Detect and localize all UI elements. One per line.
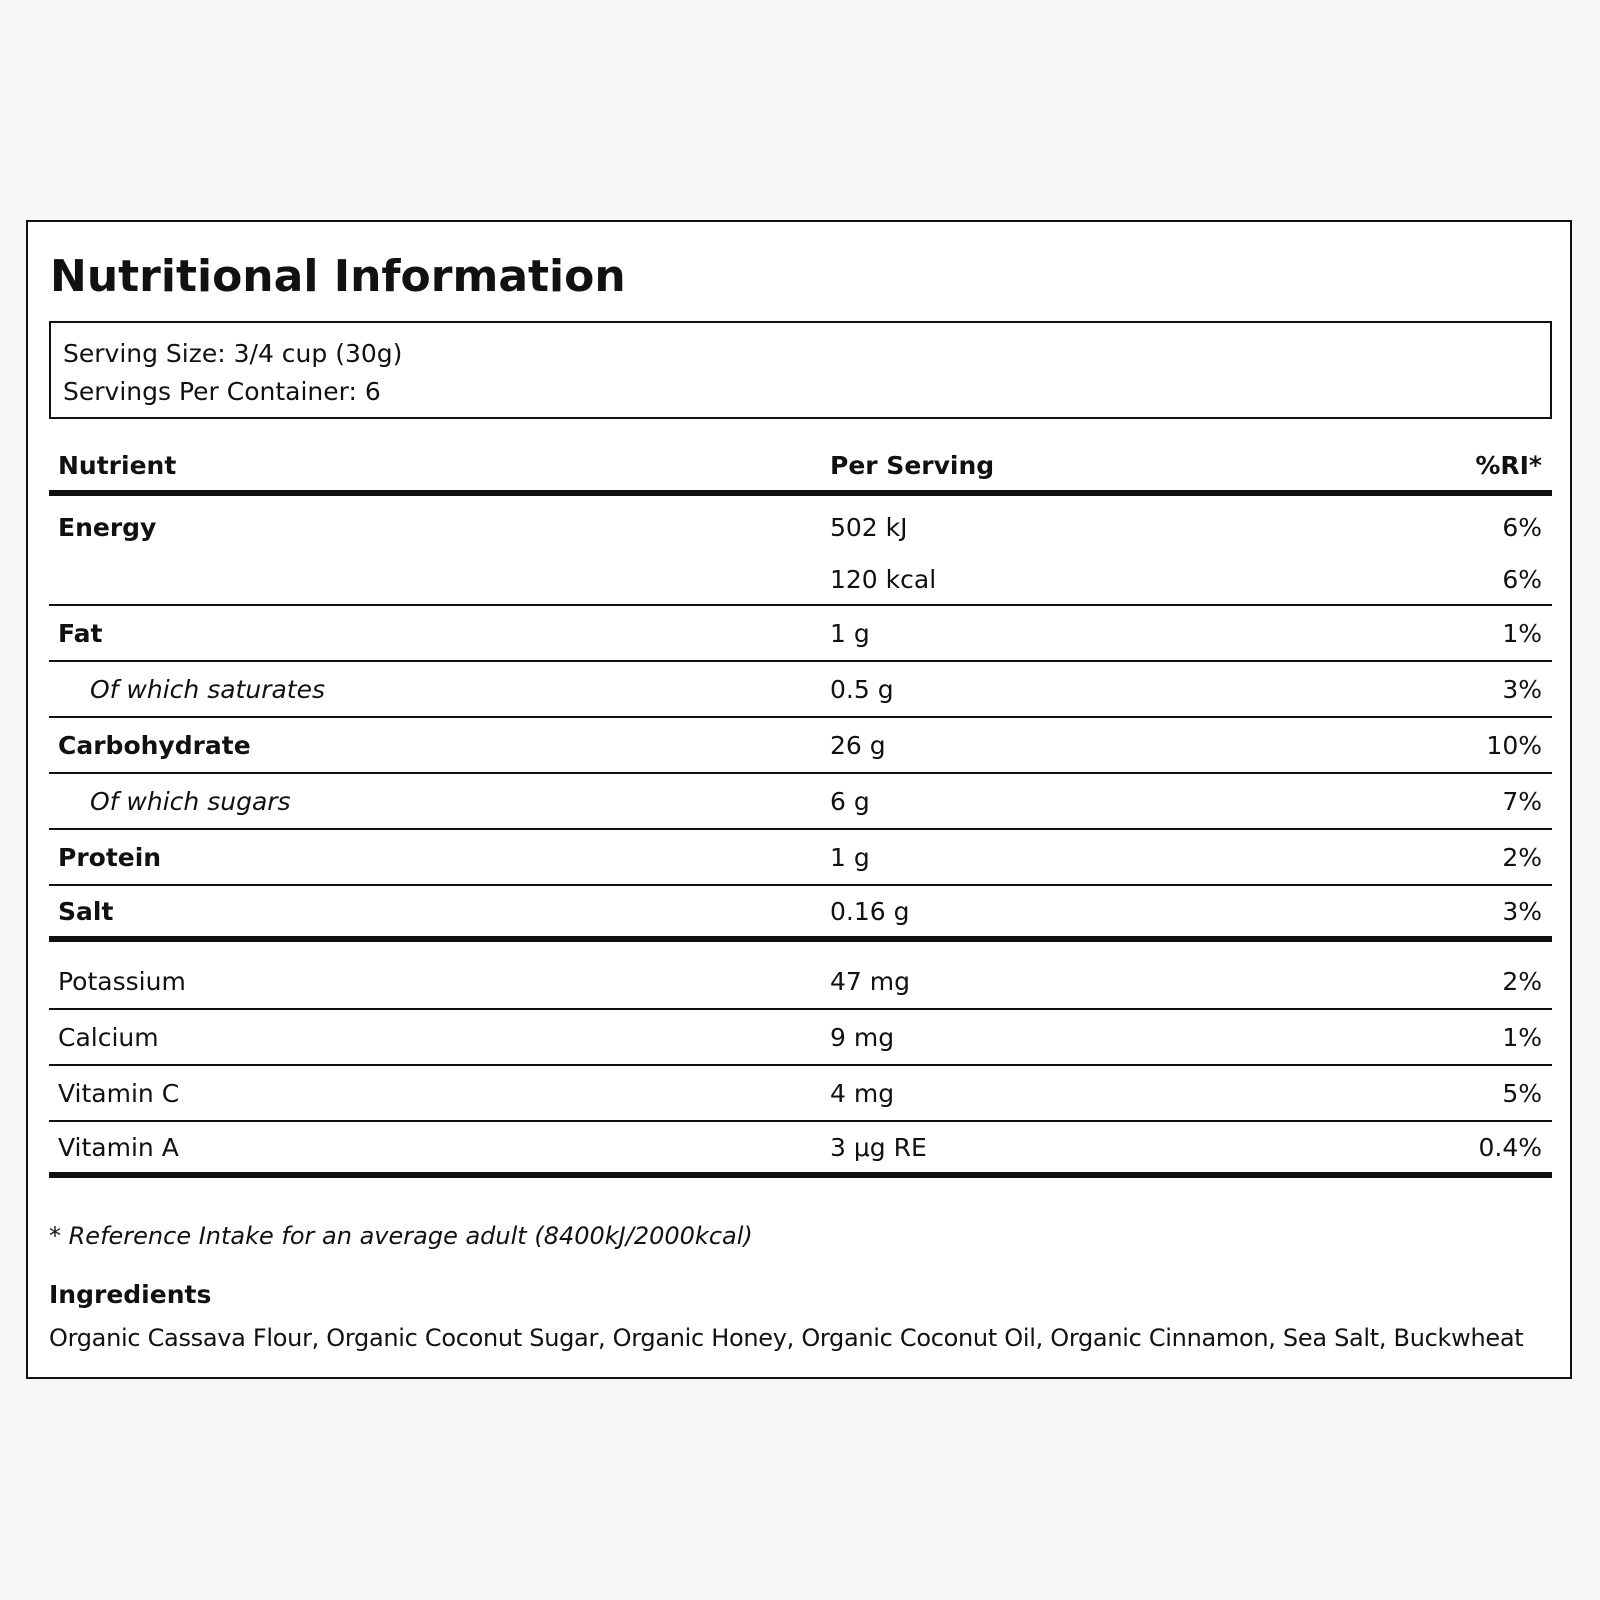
table-row-protein xyxy=(49,830,1552,886)
nutrient-label: Carbohydrate xyxy=(58,730,251,760)
nutrition-panel xyxy=(26,220,1572,1379)
ri-value: 6% xyxy=(1502,512,1542,542)
table-row-calcium xyxy=(49,1010,1552,1066)
ri-value: 5% xyxy=(1502,1078,1542,1108)
nutrient-label: Fat xyxy=(58,618,103,648)
ri-value: 2% xyxy=(1502,842,1542,872)
ri-value: 7% xyxy=(1502,786,1542,816)
table-header xyxy=(49,440,1552,496)
per-serving-value: 0.5 g xyxy=(830,674,894,704)
per-serving-value: 0.16 g xyxy=(830,896,910,926)
ri-value: 10% xyxy=(1486,730,1542,760)
per-serving-value: 9 mg xyxy=(830,1022,895,1052)
nutrition-table xyxy=(49,440,1552,1178)
per-serving-value: 3 μg RE xyxy=(830,1132,927,1162)
table-row-saturates xyxy=(49,662,1552,718)
per-serving-value: 6 g xyxy=(830,786,870,816)
ri-value: 2% xyxy=(1502,966,1542,996)
per-serving-value: 502 kJ xyxy=(830,512,908,542)
per-serving-value: 26 g xyxy=(830,730,886,760)
ingredients-heading: Ingredients xyxy=(49,1280,212,1309)
ri-value: 1% xyxy=(1502,1022,1542,1052)
serving-size: Serving Size: 3/4 cup (30g) xyxy=(63,339,403,368)
per-serving-value: 1 g xyxy=(830,842,870,872)
table-row-vitamin-a xyxy=(49,1122,1552,1178)
header-ri: %RI* xyxy=(1475,450,1542,480)
nutrient-label: Protein xyxy=(58,842,162,872)
nutrient-label: Vitamin A xyxy=(58,1132,179,1162)
ri-value: 3% xyxy=(1502,896,1542,926)
header-per-serving: Per Serving xyxy=(830,450,995,480)
ingredients-list: Organic Cassava Flour, Organic Coconut Sugar, Organic Honey, Organic Coconut Oil, Organic Cinnamon, Sea Salt, Buckwheat xyxy=(49,1324,1524,1352)
per-serving-value: 47 mg xyxy=(830,966,910,996)
table-row-salt xyxy=(49,886,1552,942)
table-row-fat xyxy=(49,606,1552,662)
nutrient-label: Of which sugars xyxy=(90,786,291,816)
header-nutrient: Nutrient xyxy=(58,450,177,480)
per-serving-value: 1 g xyxy=(830,618,870,648)
servings-per-container: Servings Per Container: 6 xyxy=(63,377,381,406)
page-title: Nutritional Information xyxy=(50,251,626,302)
nutrient-label: Vitamin C xyxy=(58,1078,180,1108)
ri-value: 1% xyxy=(1502,618,1542,648)
table-row-potassium xyxy=(49,942,1552,1010)
nutrient-label: Potassium xyxy=(58,966,186,996)
nutrient-label: Of which saturates xyxy=(90,674,325,704)
table-row-sugars xyxy=(49,774,1552,830)
table-row-energy-kj xyxy=(49,496,1552,554)
nutrient-label: Energy xyxy=(58,512,157,542)
nutrient-label: Salt xyxy=(58,896,114,926)
ri-value: 3% xyxy=(1502,674,1542,704)
per-serving-value: 120 kcal xyxy=(830,564,937,594)
ri-value: 0.4% xyxy=(1478,1132,1542,1162)
table-row-energy-kcal xyxy=(49,554,1552,606)
reference-intake-footnote: * Reference Intake for an average adult (8400kJ/2000kcal) xyxy=(49,1222,753,1250)
table-row-vitamin-c xyxy=(49,1066,1552,1122)
serving-info-box xyxy=(49,321,1552,419)
nutrient-label: Calcium xyxy=(58,1022,159,1052)
ri-value: 6% xyxy=(1502,564,1542,594)
per-serving-value: 4 mg xyxy=(830,1078,895,1108)
table-row-carbohydrate xyxy=(49,718,1552,774)
